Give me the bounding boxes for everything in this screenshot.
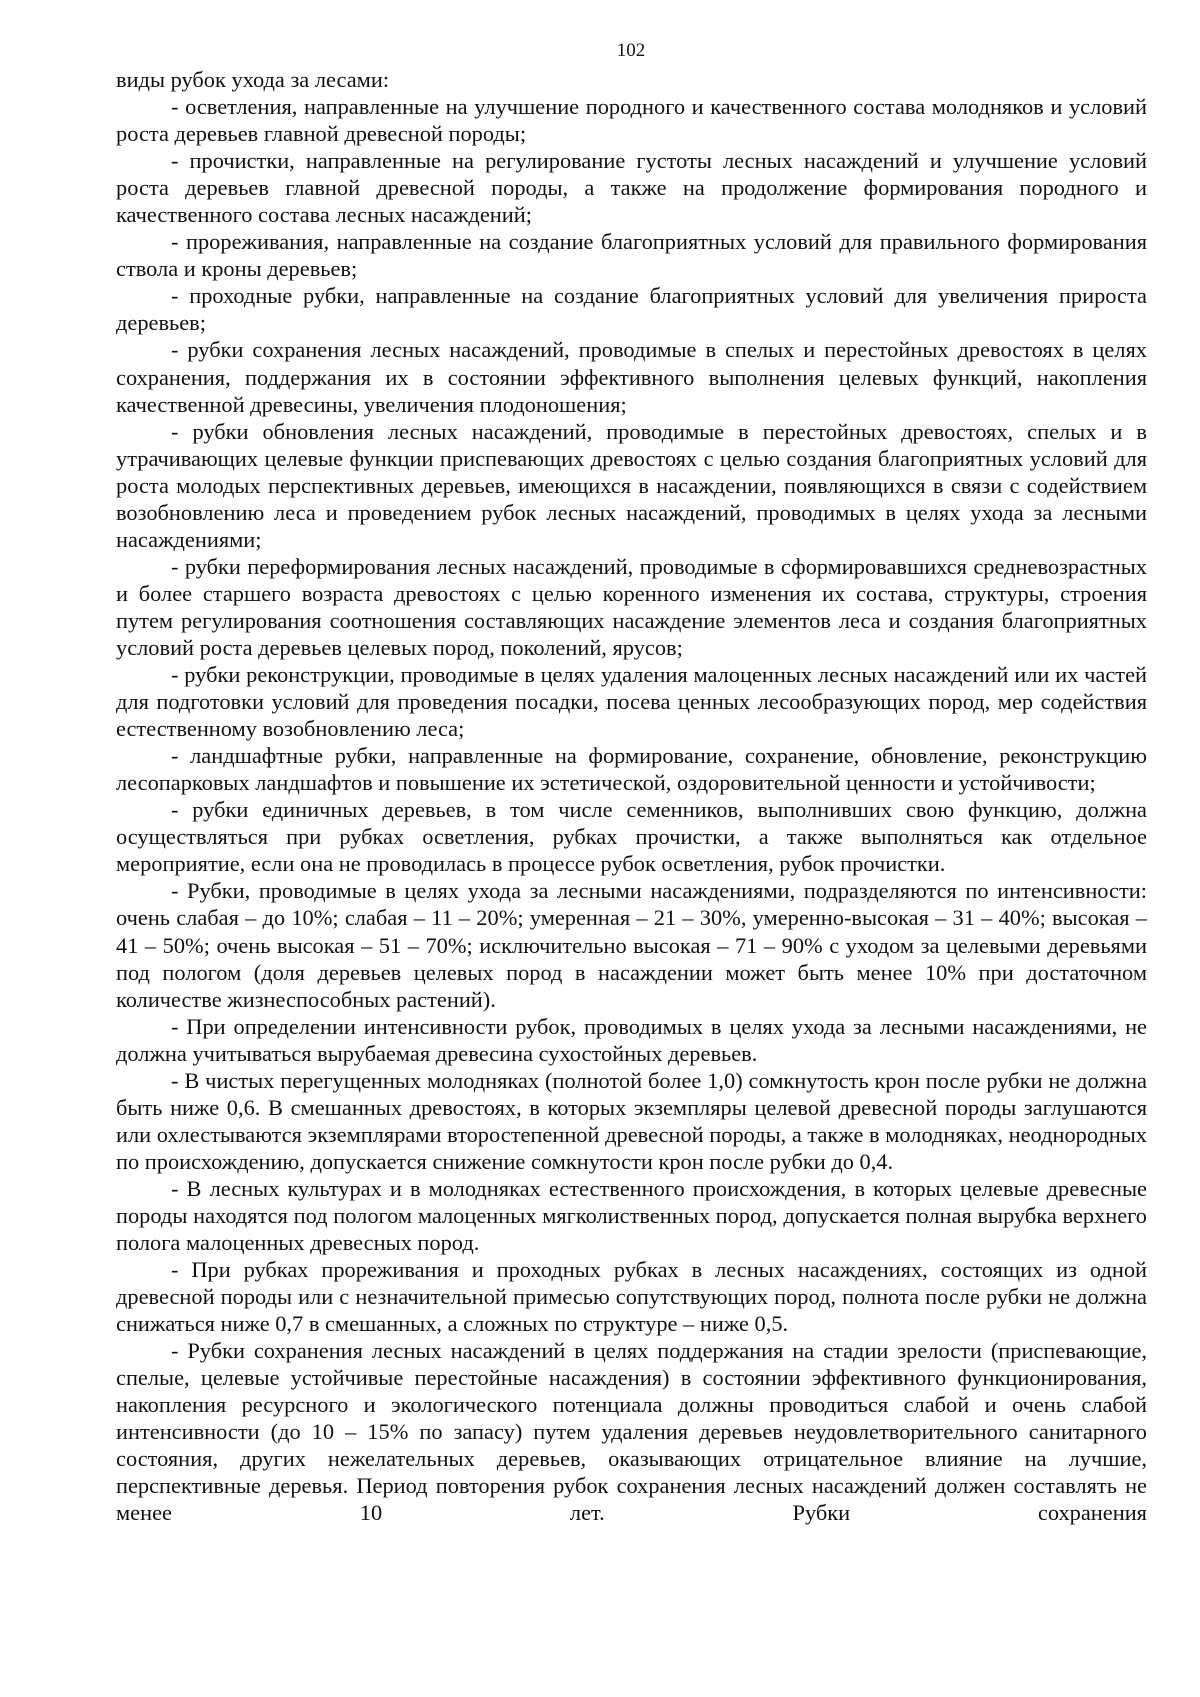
paragraph-reconstruction-cuttings: - рубки реконструкции, проводимые в целях удаления малоценных лесных насаждений или их частей для подготовки условий для проведения посадки, посева ценных лесообразующих пород, мер содействия естественному возобновлению леса;	[116, 662, 1147, 742]
paragraph-renewal-cuttings: - рубки обновления лесных насаждений, проводимые в перестойных древостоях, спелых и в утрачивающих целевые функции приспевающих древостоях с целью создания благоприятных условий для роста молодых перспективных деревьев, имеющихся в насаждении, появляющихся в связи с содействием возобновлению леса и проведением рубок лесных насаждений, проводимых в целях ухода за лесными насаждениями;	[116, 418, 1147, 552]
paragraph-stocking-limits: - При рубках прореживания и проходных рубках в лесных насаждениях, состоящих из одной древесной породы или с незначительной примесью сопутствующих пород, полнота после рубки не должна снижаться ниже 0,7 в смешанных, а сложных по структуре – ниже 0,5.	[116, 1257, 1147, 1337]
paragraph-intensity-classes: - Рубки, проводимые в целях ухода за лесными насаждениями, подразделяются по интенсивности: очень слабая – до 10%; слабая – 11 – 20%; умеренная – 21 – 30%, умеренно-высокая – 31 – 40%; высокая – 41 – 50%; очень высокая – 51 – 70%; исключительно высокая – 71 – 90% с уходом за целевыми деревьями под пологом (доля деревьев целевых пород в насаждении может быть менее 10% при достаточном количестве жизнеспособных растений).	[116, 878, 1147, 1012]
paragraph-landscape-cuttings: - ландшафтные рубки, направленные на формирование, сохранение, обновление, реконструкцию лесопарковых ландшафтов и повышение их эстетической, оздоровительной ценности и устойчивости;	[116, 743, 1147, 796]
paragraph-deadwood-exclusion: - При определении интенсивности рубок, проводимых в целях ухода за лесными насаждениями, не должна учитываться вырубаемая древесина сухостойных деревьев.	[116, 1013, 1147, 1066]
paragraph-reformation-cuttings: - рубки переформирования лесных насаждений, проводимые в сформировавшихся средневозрастных и более старшего возраста древостоях с целью коренного изменения их состава, структуры, строения путем регулирования соотношения составляющих насаждение элементов леса и создания благоприятных условий роста деревьев целевых пород, поколений, ярусов;	[116, 553, 1147, 660]
paragraph-preservation-cuttings: - рубки сохранения лесных насаждений, проводимые в спелых и перестойных древостоях в целях сохранения, поддержания их в состоянии эффективного выполнения целевых функций, накопления качественной древесины, увеличения плодоношения;	[116, 337, 1147, 417]
paragraph-thinning: - прореживания, направленные на создание благоприятных условий для правильного формирования ствола и кроны деревьев;	[116, 229, 1147, 282]
paragraph-canopy-closure: - В чистых перегущенных молодняках (полнотой более 1,0) сомкнутость крон после рубки не должна быть ниже 0,6. В смешанных древостоях, в которых экземпляры целевой древесной породы заглушаются или охлестываются экземплярами второстепенной древесной породы, а также в молодняках, неоднородных по происхождению, допускается снижение сомкнутости крон после рубки до 0,4.	[116, 1067, 1147, 1174]
paragraph-passage-cuttings: - проходные рубки, направленные на создание благоприятных условий для увеличения прироста деревьев;	[116, 283, 1147, 336]
paragraph-single-tree-cuttings: - рубки единичных деревьев, в том числе семенников, выполнивших свою функцию, должна осуществляться при рубках осветления, рубках прочистки, а также выполняться как отдельное мероприятие, если она не проводилась в процессе рубок осветления, рубок прочистки.	[116, 797, 1147, 877]
paragraph-thinning-lightening: - осветления, направленные на улучшение породного и качественного состава молодняков и условий роста деревьев главной древесной породы;	[116, 94, 1147, 147]
paragraph-cleaning: - прочистки, направленные на регулирование густоты лесных насаждений и улучшение условий роста деревьев главной древесной породы, а также на продолжение формирования породного и качественного состава лесных насаждений;	[116, 148, 1147, 228]
page-number: 102	[616, 40, 646, 61]
intro-line: виды рубок ухода за лесами:	[116, 67, 390, 92]
paragraph-preservation-intensity: - Рубки сохранения лесных насаждений в целях поддержания на стадии зрелости (приспевающие, спелые, целевые устойчивые перестойные насаждения) в состоянии эффективного функционирования, накопления ресурсного и экологического потенциала должны проводиться слабой и очень слабой интенсивности (до 10 – 15% по запасу) путем удаления деревьев неудовлетворительного санитарного состояния, других нежелательных деревьев, оказывающих отрицательное влияние на лучшие, перспективные деревья. Период повторения рубок сохранения лесных насаждений должен составлять не менее 10 лет. Рубки сохранения	[116, 1338, 1147, 1526]
paragraph-upper-canopy-removal: - В лесных культурах и в молодняках естественного происхождения, в которых целевые древесные породы находятся под пологом малоценных мягколиственных пород, допускается полная вырубка верхнего полога малоценных древесных пород.	[116, 1175, 1147, 1256]
document-body	[116, 66, 1147, 1527]
